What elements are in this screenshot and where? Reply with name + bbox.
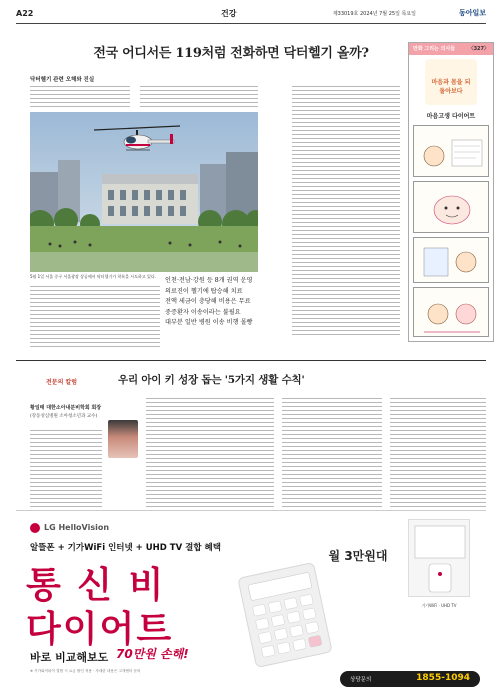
page-number: A22 <box>16 9 34 18</box>
comic-panel-4 <box>413 287 489 337</box>
ad-fine-print: ※ 기가와이파이 결합 시 요금 할인 적용 · 자세한 내용은 고객센터 문의 <box>30 669 141 673</box>
comic-art-4 <box>414 288 490 338</box>
ad-logo-text: LG HelloVision <box>44 523 110 532</box>
comic-art-3 <box>414 238 490 284</box>
ad-subtitle: 알뜰폰 + 기가WiFi 인터넷 + UHD TV 결합 혜택 <box>30 543 221 553</box>
comic-tagbar <box>409 43 493 55</box>
pull-quote: 인천·전남·강원 등 8개 권역 운영 의료진이 헬기에 탑승해 치료 전액 세금이 충당해 비용은 무료 중증환자 이송이라는 불필요 대부분 일반 병원 이송 비행 몰빵 <box>165 277 253 326</box>
author-name: 황일태 대한소아내분비학회 회장 <box>30 405 102 411</box>
article-text-col4 <box>30 286 160 350</box>
article-text-col3 <box>292 86 400 338</box>
comic-title: 마음고생 다이어트 <box>426 113 476 120</box>
ad-savings: 70만원 손해! <box>116 647 189 661</box>
lg-logo-icon <box>30 523 40 533</box>
ad-product-label: 기가WiFi · UHD TV <box>421 603 457 608</box>
comic-number: 〈327〉 <box>468 46 489 52</box>
section-divider <box>16 360 486 361</box>
column-text-col1 <box>30 430 102 510</box>
comic-box <box>408 42 494 342</box>
author-affiliation: (강동성심병원 소아청소년과 교수) <box>30 414 98 419</box>
comic-logo-area <box>425 59 477 105</box>
ad-title-line2: 다이어트 <box>26 609 174 650</box>
router-tv-image <box>408 519 470 597</box>
comic-art-2 <box>414 182 490 234</box>
column-text-col4 <box>390 398 486 510</box>
article-kicker: 닥터헬기 관련 오해와 진실 <box>30 77 95 83</box>
section-title: 건강 <box>221 9 237 18</box>
helicopter-plaza-image <box>30 112 258 272</box>
comic-art-1 <box>414 126 490 178</box>
router-tv-art <box>409 520 471 598</box>
column-tag: 전문의 칼럼 <box>46 379 78 386</box>
ad-title-line1: 통 신 비 <box>26 565 166 606</box>
ad-tagline: 바로 비교해보도 <box>30 651 109 664</box>
article-photo <box>30 112 258 272</box>
comic-panel-1 <box>413 125 489 177</box>
photo-caption: 5월 1일 서울 중구 서울광장 상공에서 닥터헬기가 착륙을 시도하고 있다. <box>30 274 156 279</box>
column-text-col2 <box>146 398 274 510</box>
calculator-image <box>237 562 332 668</box>
calculator-keys <box>238 563 333 669</box>
newspaper-brand: 동아일보 <box>458 9 486 17</box>
article-text-col2 <box>140 86 258 110</box>
page-header <box>16 8 486 24</box>
ad-monthly-price: 월 3만원대 <box>328 549 388 563</box>
advertisement[interactable] <box>16 510 486 682</box>
column-text-col3 <box>282 398 382 510</box>
column-headline: 우리 아이 키 성장 돕는 '5가지 생활 수칙' <box>118 374 305 386</box>
dateline: 제33019호 2024년 7월 25일 목요일 <box>332 11 416 17</box>
comic-panel-2 <box>413 181 489 233</box>
article-text-col1 <box>30 86 130 110</box>
column-author <box>30 404 130 419</box>
comic-tag: 만화 그리는 의사들 <box>413 46 456 52</box>
ad-cta-number: 1855-1094 <box>416 673 470 683</box>
ad-cta-label: 상담문의 <box>350 677 372 683</box>
comic-logo: 마음과 몸을 되돌아보다 <box>431 79 471 95</box>
ad-call-button[interactable] <box>340 671 480 687</box>
comic-panel-3 <box>413 237 489 283</box>
author-photo <box>108 420 138 458</box>
article-headline: 전국 어디서든 119처럼 전화하면 닥터헬기 올까? <box>93 46 369 61</box>
